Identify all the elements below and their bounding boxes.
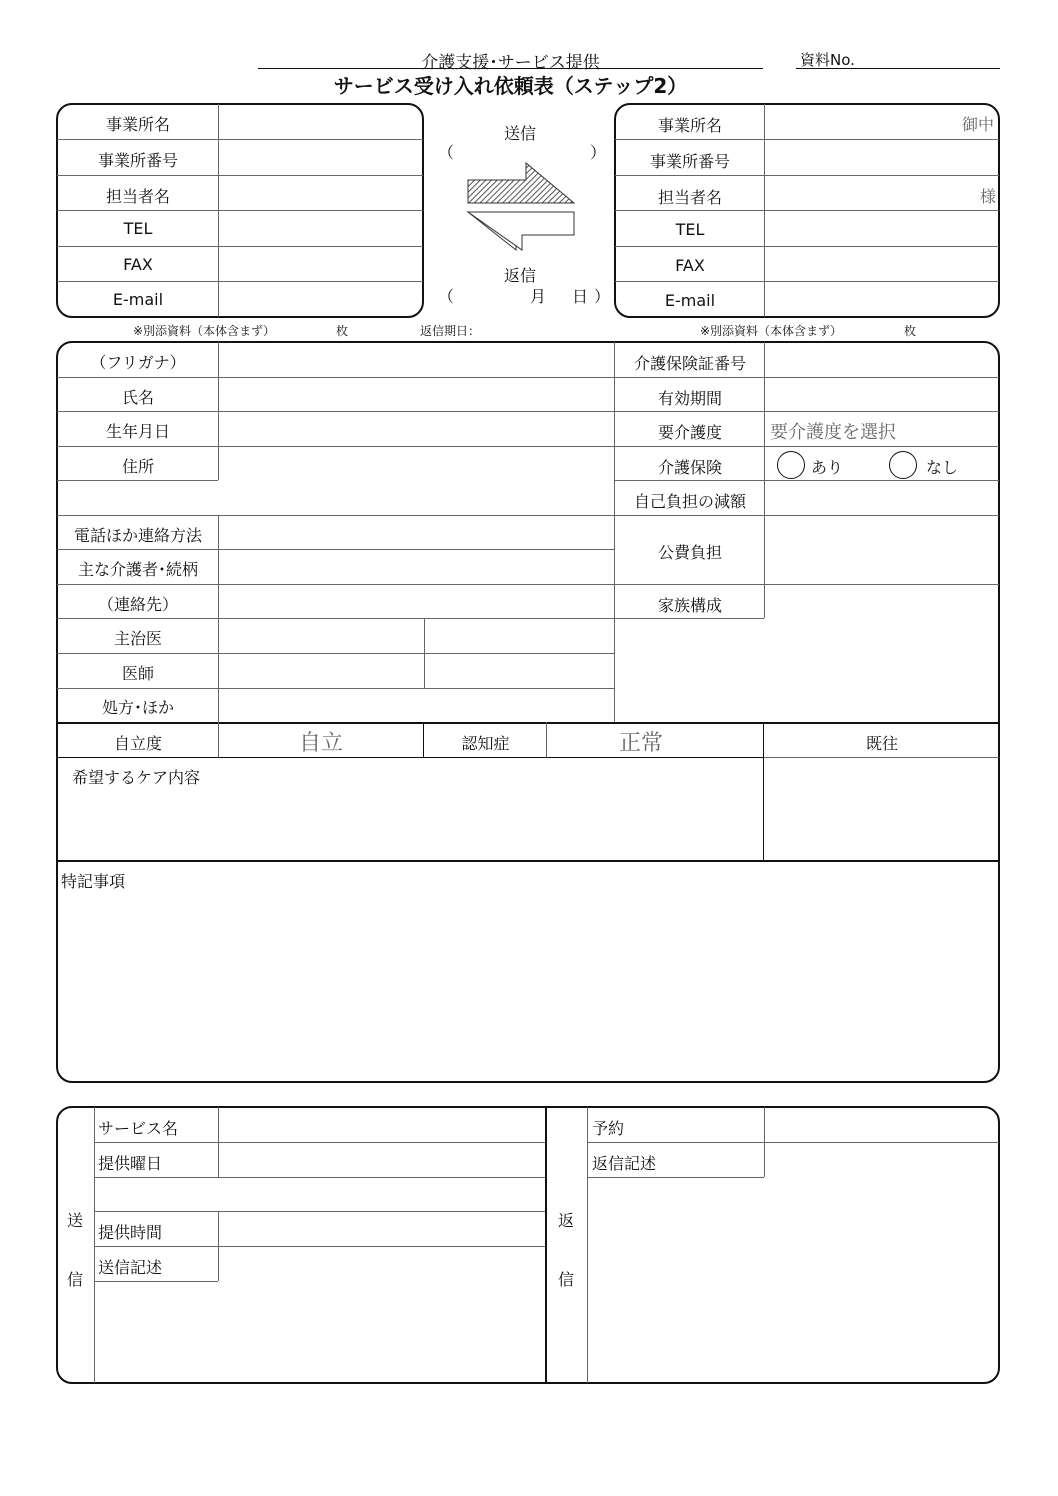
receiver-row-line [615,210,999,211]
service-days-label: 提供曜日 [98,1154,163,1173]
sender-office-name-field[interactable] [220,106,420,138]
grid-line [95,1246,545,1247]
grid-line [218,722,219,757]
send-label: 送信 [503,124,536,143]
service-days-extra-field[interactable] [97,1179,542,1210]
reply-notes-field[interactable] [590,1179,996,1381]
receiver-email-label: E-mail [664,291,716,310]
send-reply-arrows-icon [460,160,580,255]
birthdate-label: 生年月日 [105,422,170,441]
insurance-yes-label: あり [811,458,844,477]
grid-line [57,549,614,550]
service-name-label: サービス名 [98,1119,179,1138]
copay-reduction-label: 自己負担の減額 [633,492,746,511]
prescription-field[interactable] [220,690,612,721]
primary-doctor-field[interactable] [220,620,422,652]
care-request-field[interactable] [60,788,760,858]
reply-day-label: 日 [572,287,589,306]
receiver-tel-field[interactable] [766,212,996,245]
grid-line [57,653,614,654]
receiver-honorific-office: 御中 [962,115,995,134]
sender-staff-name-field[interactable] [220,177,420,209]
medical-history-label: 既往 [865,734,898,753]
receiver-sheets-unit: 枚 [904,324,917,338]
service-name-field[interactable] [220,1109,542,1141]
document-number-field[interactable] [796,68,1000,69]
sender-office-number-label: 事業所番号 [97,151,178,170]
sender-office-number-field[interactable] [220,141,420,174]
receiver-staff-name-label: 担当者名 [657,188,722,207]
sender-tel-field[interactable] [220,212,420,245]
contact-method-label: 電話ほか連絡方法 [73,526,202,545]
insurance-no-radio[interactable] [889,451,917,479]
section-separator [57,722,999,724]
grid-line [587,1107,588,1383]
sender-email-field[interactable] [220,283,420,315]
care-insurance-label: 介護保険 [657,458,722,477]
receiver-office-name-label: 事業所名 [657,116,722,135]
service-time-label: 提供時間 [98,1223,163,1242]
grid-line [94,1107,95,1383]
medical-history-field[interactable] [766,759,996,859]
grid-line [615,618,764,619]
primary-doctor-label: 主治医 [113,629,162,648]
sender-email-label: E-mail [112,290,164,309]
receiver-office-name-field[interactable] [766,106,956,138]
grid-line [615,411,999,412]
main-caregiver-label: 主な介護者･続柄 [77,560,198,579]
reply-date-close-paren: ） [594,287,611,306]
receiver-row-line [615,281,999,282]
grid-line [615,584,999,585]
copay-reduction-field[interactable] [766,482,996,514]
send-notes-field[interactable] [97,1283,542,1381]
reply-side-label-1: 返 [558,1211,575,1230]
caregiver-contact-label: （連絡先） [97,595,178,614]
receiver-attachment-note: ※別添資料（本体含まず） [700,324,843,338]
grid-line [764,757,999,758]
section-separator [57,860,999,862]
insurance-yes-radio[interactable] [777,451,805,479]
reservation-field[interactable] [766,1109,996,1141]
reply-side-label-2: 信 [558,1270,575,1289]
grid-line [546,722,547,757]
form-subtitle: 介護支援･サービス提供 [421,53,600,73]
family-structure-label: 家族構成 [657,596,722,615]
sender-sheets-unit: 枚 [336,324,349,338]
receiver-office-number-label: 事業所番号 [649,152,730,171]
send-date-close-paren: ） [590,143,607,162]
service-days-field[interactable] [220,1144,542,1176]
receiver-row-line [615,246,999,247]
independence-select[interactable]: 自立 [298,731,343,756]
receiver-honorific-person: 様 [980,187,997,206]
reply-date-open-paren: （ [438,287,455,306]
family-structure-field[interactable] [766,586,996,720]
receiver-tel-label: TEL [675,220,705,239]
grid-line [57,446,614,447]
sender-row-line [57,175,423,176]
grid-line [57,584,614,585]
special-notes-label: 特記事項 [61,872,126,891]
public-expense-field[interactable] [766,517,996,583]
grid-line [423,722,424,757]
service-time-field[interactable] [220,1213,542,1245]
receiver-row-line [615,139,999,140]
title-underline [258,68,763,69]
grid-line [57,688,614,689]
sender-row-line [57,281,423,282]
birthdate-field[interactable] [220,413,612,445]
care-level-label: 要介護度 [657,423,722,442]
prescription-label: 処方･ほか [101,698,174,717]
public-expense-label: 公費負担 [657,543,722,562]
sender-tel-label: TEL [123,219,153,238]
sender-fax-label: FAX [123,255,153,274]
grid-line [588,1177,764,1178]
grid-line [95,1177,545,1178]
reply-label: 返信 [503,266,536,285]
reply-deadline-label: 返信期日： [420,324,481,338]
furigana-label: （フリガナ） [90,353,186,372]
grid-line [615,515,999,516]
grid-line [57,480,218,481]
validity-period-label: 有効期間 [657,389,722,408]
send-notes-label: 送信記述 [98,1258,163,1277]
send-side-label-1: 送 [67,1211,84,1230]
grid-line [614,342,615,722]
send-date-open-paren: （ [438,143,455,162]
sender-attachment-note: ※別添資料（本体含まず） [133,324,276,338]
sender-staff-name-label: 担当者名 [105,187,170,206]
grid-line [95,1211,545,1212]
grid-line [95,1281,218,1282]
receiver-office-number-field[interactable] [766,141,996,174]
grid-line [57,618,614,619]
care-request-label: 希望するケア内容 [72,768,201,787]
contact-method-field[interactable] [220,517,612,548]
reply-month-label: 月 [530,287,547,306]
sender-fax-field[interactable] [220,248,420,280]
grid-line [615,480,999,481]
reply-notes-label: 返信記述 [592,1154,657,1173]
send-side-label-2: 信 [67,1270,84,1289]
name-label: 氏名 [121,388,154,407]
insurance-card-number-field[interactable] [766,344,996,376]
grid-line [57,515,614,516]
dementia-label: 認知症 [461,734,510,753]
name-field[interactable] [220,379,612,410]
grid-line [57,377,614,378]
address-field[interactable] [220,448,612,514]
special-notes-field[interactable] [60,892,996,1076]
section-separator [57,757,764,758]
receiver-email-field[interactable] [766,283,996,315]
grid-line [57,411,614,412]
grid-line [615,377,999,378]
sender-row-line [57,246,423,247]
grid-line [545,1107,547,1383]
sender-row-line [57,210,423,211]
form-title: サービス受け入れ依頼表（ステップ2） [333,74,688,98]
physician-label: 医師 [121,664,154,683]
validity-period-field[interactable] [766,379,996,410]
address-label: 住所 [121,457,154,476]
dementia-select[interactable]: 正常 [618,731,663,756]
sender-row-line [57,139,423,140]
reservation-label: 予約 [592,1119,625,1138]
furigana-field[interactable] [220,344,612,376]
care-level-select[interactable]: 要介護度を選択 [770,422,896,443]
caregiver-contact-field[interactable] [220,586,612,617]
physician-field[interactable] [220,655,422,687]
physician-field-2[interactable] [426,655,612,687]
primary-doctor-field-2[interactable] [426,620,612,652]
receiver-fax-field[interactable] [766,248,996,280]
independence-label: 自立度 [113,734,162,753]
grid-line [615,446,999,447]
grid-line [95,1142,545,1143]
main-caregiver-field[interactable] [220,551,612,583]
grid-line [763,722,764,860]
insurance-card-number-label: 介護保険証番号 [633,354,746,373]
insurance-no-label: なし [926,458,959,477]
sender-office-name-label: 事業所名 [105,115,170,134]
receiver-row-line [615,175,999,176]
receiver-fax-label: FAX [675,256,705,275]
receiver-staff-name-field[interactable] [766,177,976,209]
document-number-label: 資料No. [800,51,855,69]
grid-line [588,1142,999,1143]
